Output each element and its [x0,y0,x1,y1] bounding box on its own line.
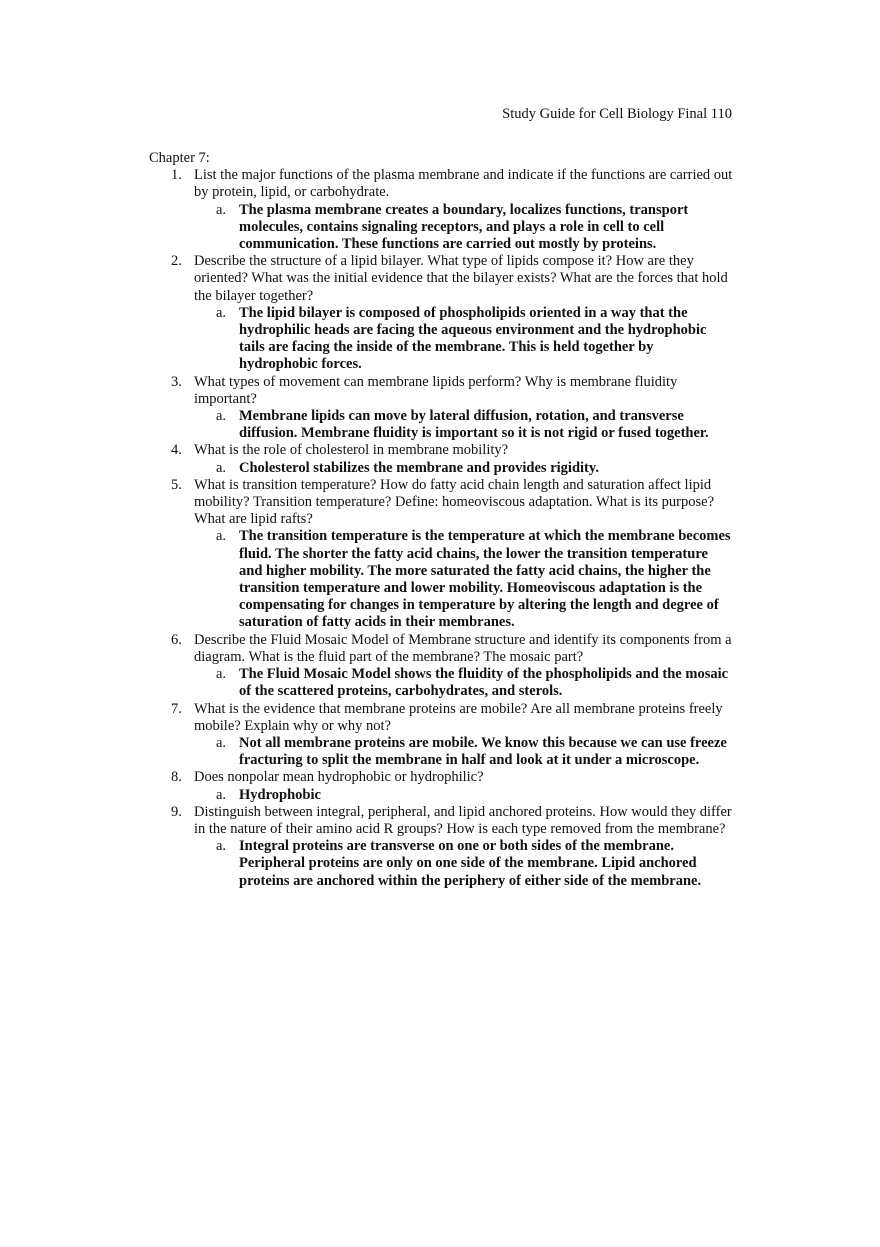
question-number: 1. [171,167,182,184]
answer-letter: a. [216,528,227,545]
answer-text: Hydrophobic [239,786,321,803]
answer-item [194,202,734,254]
question-text: What is the role of cholesterol in membrane mobility? [194,442,509,459]
page-header-title: Study Guide for Cell Biology Final 110 [502,106,732,122]
answer-item [194,305,734,374]
question-number: 7. [171,700,182,717]
question-number: 9. [171,803,182,820]
answer-text: Not all membrane proteins are mobile. We know this because we can use freeze fracturing to split the membrane in half and look at it under a microscope. [239,734,727,769]
question-number: 5. [171,476,182,493]
answer-text: Cholesterol stabilizes the membrane and provides rigidity. [239,459,599,476]
question-item [149,374,734,443]
answer-letter: a. [216,666,227,683]
answer-item [194,735,734,769]
document-body [149,150,734,890]
answer-letter: a. [216,786,227,803]
answer-text: The lipid bilayer is composed of phospholipids oriented in a way that the hydrophilic heads are facing the aqueous environment and the hydrophobic tails are facing the inside of the membrane. This is held together by hydrophobic forces. [239,304,707,373]
question-item [149,442,734,476]
question-item [149,253,734,373]
question-text: Describe the structure of a lipid bilayer. What type of lipids compose it? How are they oriented? What was the initial evidence that the bilayer exists? What are the forces that hold the bilayer together? [194,253,728,304]
answer-text: Membrane lipids can move by lateral diffusion, rotation, and transverse diffusion. Membrane fluidity is important so it is not rigid or fused together. [239,408,709,442]
answer-letter: a. [216,201,227,218]
question-number: 2. [171,253,182,270]
question-text: List the major functions of the plasma membrane and indicate if the functions are carried out by protein, lipid, or carbohydrate. [194,167,733,201]
question-item [149,804,734,890]
question-item [149,632,734,701]
question-item [149,701,734,770]
answer-item [194,787,734,804]
question-text: Does nonpolar mean hydrophobic or hydrophilic? [194,769,484,786]
answer-letter: a. [216,304,227,321]
answer-text: The transition temperature is the temperature at which the membrane becomes fluid. The shorter the fatty acid chains, the lower the transition temperature and higher mobility. The more saturated the fatty acid chains, the higher the transition temperature and lower mobility. Homeoviscous adaptation is the compensating for changes in temperature by altering the length and degree of saturation of fatty acids in their membranes. [239,528,731,631]
answer-item [194,408,734,442]
question-number: 4. [171,442,182,459]
answer-item [194,460,734,477]
question-text: What types of movement can membrane lipids perform? Why is membrane fluidity important? [194,373,678,407]
chapter-heading: Chapter 7: [149,150,210,166]
question-item [149,167,734,253]
answer-text: Integral proteins are transverse on one or both sides of the membrane. Peripheral proteins are only on one side of the membrane. Lipid anchored proteins are anchored within the periphery of either side of the membrane. [239,838,702,889]
question-number: 6. [171,631,182,648]
answer-item [194,838,734,890]
question-number: 8. [171,769,182,786]
answer-letter: a. [216,459,227,476]
question-number: 3. [171,373,182,390]
answer-letter: a. [216,838,227,855]
answer-item [194,666,734,700]
answer-item [194,528,734,631]
answer-letter: a. [216,408,227,425]
question-item [149,769,734,803]
question-text: What is transition temperature? How do fatty acid chain length and saturation affect lipid mobility? Transition temperature? Define: homeoviscous adaptation. What is its purpose? What are lipid rafts? [194,476,715,528]
answer-letter: a. [216,734,227,751]
answer-text: The plasma membrane creates a boundary, localizes functions, transport molecules, contains signaling receptors, and plays a role in cell to cell communication. These functions are carried out mostly by proteins. [239,201,689,253]
question-text: What is the evidence that membrane proteins are mobile? Are all membrane proteins freely mobile? Explain why or why not? [194,700,723,734]
question-text: Describe the Fluid Mosaic Model of Membrane structure and identify its components from a diagram. What is the fluid part of the membrane? The mosaic part? [194,631,732,665]
question-text: Distinguish between integral, peripheral, and lipid anchored proteins. How would they differ in the nature of their amino acid R groups? How is each type removed from the membrane? [194,803,732,837]
answer-text: The Fluid Mosaic Model shows the fluidity of the phospholipids and the mosaic of the scattered proteins, carbohydrates, and sterols. [239,666,729,700]
question-item [149,477,734,632]
